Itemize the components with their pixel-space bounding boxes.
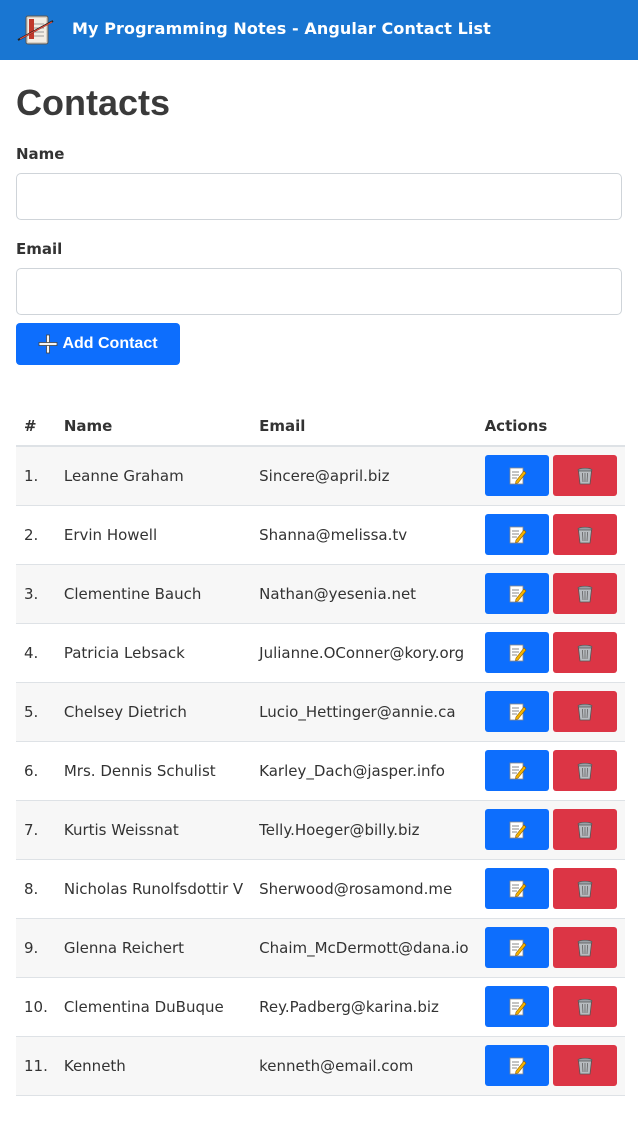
memo-edit-icon [507, 938, 527, 958]
trash-can-icon [575, 525, 595, 545]
page-title: Contacts [16, 82, 171, 123]
contact-name: Patricia Lebsack [56, 623, 251, 682]
memo-edit-icon [507, 702, 527, 722]
trash-can-icon [575, 938, 595, 958]
table-row [16, 505, 625, 564]
table-row [16, 1036, 625, 1095]
edit-button[interactable] [485, 632, 549, 673]
edit-button[interactable] [485, 1045, 549, 1086]
add-contact-label: Add Contact [62, 335, 158, 352]
contact-email: Telly.Hoeger@billy.biz [251, 800, 476, 859]
trash-can-icon [575, 879, 595, 899]
row-number: 8. [16, 859, 56, 918]
edit-button[interactable] [485, 455, 549, 496]
row-number: 9. [16, 918, 56, 977]
table-row [16, 682, 625, 741]
app-title: My Programming Notes - Angular Contact List [72, 19, 491, 38]
edit-button[interactable] [485, 750, 549, 791]
contact-name: Ervin Howell [56, 505, 251, 564]
contact-name: Clementina DuBuque [56, 977, 251, 1036]
email-input[interactable] [16, 268, 622, 315]
contact-email: Sincere@april.biz [251, 446, 476, 505]
name-input[interactable] [16, 173, 622, 220]
delete-button[interactable] [553, 986, 617, 1027]
memo-edit-icon [507, 820, 527, 840]
trash-can-icon [575, 702, 595, 722]
row-actions [477, 977, 625, 1036]
table-row [16, 859, 625, 918]
memo-edit-icon [507, 643, 527, 663]
contact-email: Chaim_McDermott@dana.io [251, 918, 476, 977]
contact-name: Kenneth [56, 1036, 251, 1095]
delete-button[interactable] [553, 927, 617, 968]
edit-button[interactable] [485, 868, 549, 909]
delete-button[interactable] [553, 1045, 617, 1086]
contact-name: Leanne Graham [56, 446, 251, 505]
header-email: Email [251, 407, 476, 446]
memo-edit-icon [507, 584, 527, 604]
edit-button[interactable] [485, 986, 549, 1027]
trash-can-icon [575, 761, 595, 781]
row-actions [477, 918, 625, 977]
delete-button[interactable] [553, 691, 617, 732]
contact-email: kenneth@email.com [251, 1036, 476, 1095]
row-number: 11. [16, 1036, 56, 1095]
delete-button[interactable] [553, 632, 617, 673]
contact-name: Glenna Reichert [56, 918, 251, 977]
contact-email: Julianne.OConner@kory.org [251, 623, 476, 682]
top-bar [0, 0, 638, 60]
row-number: 3. [16, 564, 56, 623]
contact-name: Clementine Bauch [56, 564, 251, 623]
delete-button[interactable] [553, 455, 617, 496]
row-number: 2. [16, 505, 56, 564]
trash-can-icon [575, 997, 595, 1017]
contact-email: Lucio_Hettinger@annie.ca [251, 682, 476, 741]
trash-can-icon [575, 820, 595, 840]
contact-email: Shanna@melissa.tv [251, 505, 476, 564]
table-header-row [16, 407, 625, 446]
delete-button[interactable] [553, 514, 617, 555]
add-contact-button[interactable] [16, 323, 180, 365]
notebook-logo-icon [17, 15, 55, 45]
edit-button[interactable] [485, 573, 549, 614]
row-number: 5. [16, 682, 56, 741]
row-actions [477, 623, 625, 682]
plus-icon [38, 334, 58, 354]
memo-edit-icon [507, 997, 527, 1017]
delete-button[interactable] [553, 868, 617, 909]
row-number: 4. [16, 623, 56, 682]
table-row [16, 446, 625, 505]
contact-rows [16, 446, 625, 1095]
contact-email: Karley_Dach@jasper.info [251, 741, 476, 800]
header-name: Name [56, 407, 251, 446]
contact-email: Sherwood@rosamond.me [251, 859, 476, 918]
delete-button[interactable] [553, 573, 617, 614]
table-row [16, 623, 625, 682]
trash-can-icon [575, 1056, 595, 1076]
contact-name: Chelsey Dietrich [56, 682, 251, 741]
table-row [16, 741, 625, 800]
trash-can-icon [575, 643, 595, 663]
edit-button[interactable] [485, 927, 549, 968]
row-number: 6. [16, 741, 56, 800]
edit-button[interactable] [485, 809, 549, 850]
table-row [16, 800, 625, 859]
memo-edit-icon [507, 1056, 527, 1076]
contact-name: Nicholas Runolfsdottir V [56, 859, 251, 918]
row-number: 1. [16, 446, 56, 505]
row-actions [477, 800, 625, 859]
row-actions [477, 1036, 625, 1095]
row-number: 10. [16, 977, 56, 1036]
delete-button[interactable] [553, 809, 617, 850]
edit-button[interactable] [485, 691, 549, 732]
row-actions [477, 505, 625, 564]
table-row [16, 977, 625, 1036]
name-label: Name [16, 145, 65, 163]
contact-name: Kurtis Weissnat [56, 800, 251, 859]
email-label: Email [16, 240, 63, 258]
row-actions [477, 446, 625, 505]
edit-button[interactable] [485, 514, 549, 555]
row-actions [477, 741, 625, 800]
table-row [16, 564, 625, 623]
row-actions [477, 564, 625, 623]
contact-name: Mrs. Dennis Schulist [56, 741, 251, 800]
memo-edit-icon [507, 761, 527, 781]
contact-email: Rey.Padberg@karina.biz [251, 977, 476, 1036]
table-row [16, 918, 625, 977]
memo-edit-icon [507, 466, 527, 486]
contact-email: Nathan@yesenia.net [251, 564, 476, 623]
row-actions [477, 859, 625, 918]
header-actions: Actions [477, 407, 625, 446]
memo-edit-icon [507, 879, 527, 899]
row-actions [477, 682, 625, 741]
trash-can-icon [575, 466, 595, 486]
delete-button[interactable] [553, 750, 617, 791]
header-number: # [16, 407, 56, 446]
trash-can-icon [575, 584, 595, 604]
row-number: 7. [16, 800, 56, 859]
memo-edit-icon [507, 525, 527, 545]
contacts-table [16, 407, 625, 1096]
